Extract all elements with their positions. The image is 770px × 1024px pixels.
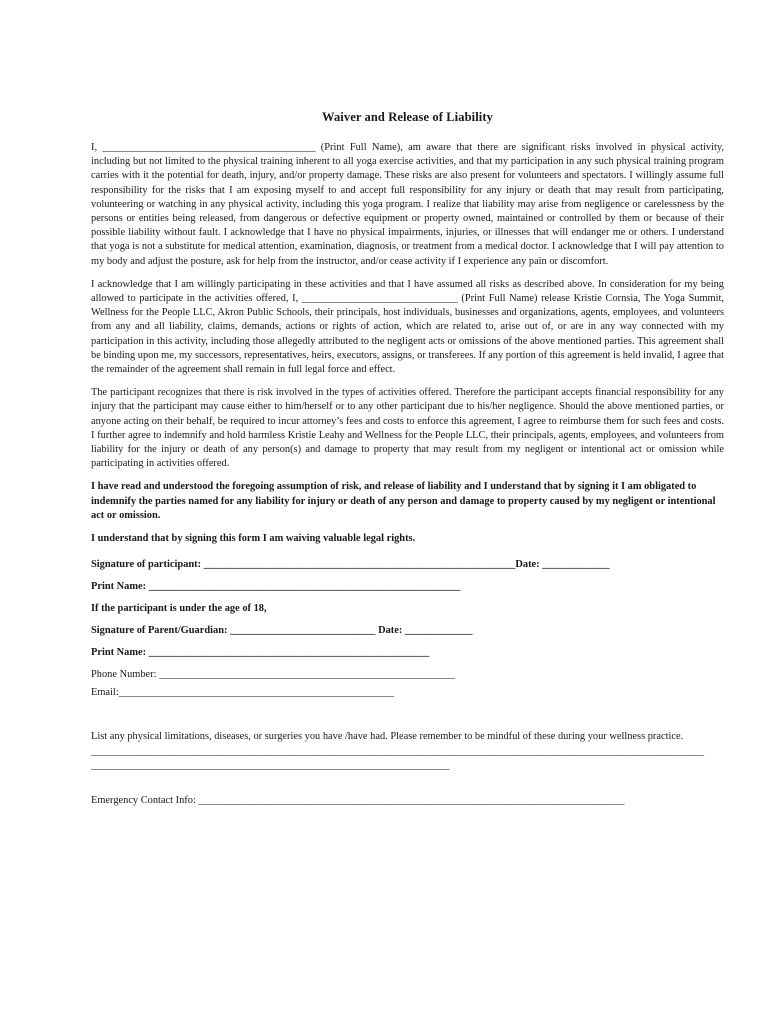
under-18-label: If the participant is under the age of 18,	[91, 603, 267, 615]
limitations-prompt: List any physical limitations, diseases, or surgeries you have /have had. Please remember to be mindful of these during your wellness practice.	[91, 731, 684, 743]
limitations-line-2[interactable]: _____________________________________________________________________	[91, 760, 450, 772]
limitations-line-1[interactable]: ______________________________________________________________________________________________________________________	[91, 745, 705, 757]
email-field[interactable]: Email:_____________________________________________________	[91, 687, 395, 699]
participant-signature-field[interactable]: Signature of participant: ____________________________________________________________Date: _____________	[91, 559, 610, 571]
waiver-statement: I understand that by signing this form I am waiving valuable legal rights.	[91, 533, 416, 545]
participant-print-name-field[interactable]: Print Name: ____________________________________________________________	[91, 581, 461, 593]
emergency-contact-field[interactable]: Emergency Contact Info: __________________________________________________________________________________	[91, 794, 625, 806]
indemnity-statement: I have read and understood the foregoing assumption of risk, and release of liability and I understand that by signing it I am obligated to indemnify the parties named for any liability for injury or death of any person and damage to property caused by my negligent or intentional act or omission.	[91, 481, 716, 521]
phone-number-field[interactable]: Phone Number: _________________________________________________________	[91, 669, 456, 681]
release-paragraph: I acknowledge that I am willingly participating in these activities and that I have assumed all risks as described above. In consideration for my being allowed to participate in the activities offered, I, ______________________________ (Print Full Name) release Kristie Cornsia, The Yoga Summit, Wellness for the People LLC, Akron Public Schools, their principals, host individuals, businesses and organizations, agents, employees, and volunteers from any and all liability, claims, demands, actions or rights of action, which are related to, arise out of, or are in any way connected with my participation in this activity, including those allegedly attributed to the negligent acts or omissions of the above mentioned parties. This agreement shall be binding upon me, my successors, representatives, heirs, executors, assigns, or transferees. If any portion of this agreement is held invalid, I agree that the remainder of the agreement shall remain in full legal force and effect.	[91, 278, 724, 376]
document-title: Waiver and Release of Liability	[322, 110, 493, 124]
guardian-signature-field[interactable]: Signature of Parent/Guardian: ____________________________ Date: _____________	[91, 625, 473, 637]
guardian-print-name-field[interactable]: Print Name: ______________________________________________________	[91, 647, 430, 659]
financial-responsibility-paragraph: The participant recognizes that there is risk involved in the types of activities offered. Therefore the participant accepts financial responsibility for any injury that the participant may cause either to him/herself or to any other participant due to his/her negligence. Should the above mentioned parties, or anyone acting on their behalf, be required to incur attorney’s fees and costs to enforce this agreement, I agree to reimburse them for such fees and costs. I further agree to indemnify and hold harmless Kristie Leahy and Wellness for the People LLC, their principals, agents, employees, and volunteers from liability for the injury or death of any person(s) and damage to property that may result from my negligent or intentional act or omission while participating in activities offered.	[91, 387, 724, 470]
risk-acknowledgement-paragraph: I, _________________________________________ (Print Full Name), am aware that there are significant risks involved in physical activity, including but not limited to the physical training inherent to all yoga exercise activities, and that my participation in any such physical training program carries with it the potential for death, injury, and/or property damage. These risks are also present for volunteers and spectators. I willingly assume full responsibility for the risks that I am exposing myself to and accept full responsibility for any injury or death that may result from participating, volunteering or watching in any physical activity, including this yoga program. I realize that liability may arise from negligence or carelessness by the persons or entities being released, from dangerous or defective equipment or property owned, maintained or controlled by them or because of their possible liability without fault. I acknowledge that I have no physical impairments, injuries, or illnesses that will endanger me or others. I understand that yoga is not a substitute for medical attention, examination, diagnosis, or treatment from a medical doctor. I acknowledge that I will pay attention to my body and adjust the posture, ask for help from the instructor, and/or cease activity if I experience any pain or discomfort.	[91, 142, 724, 267]
section-spacer	[91, 704, 724, 730]
